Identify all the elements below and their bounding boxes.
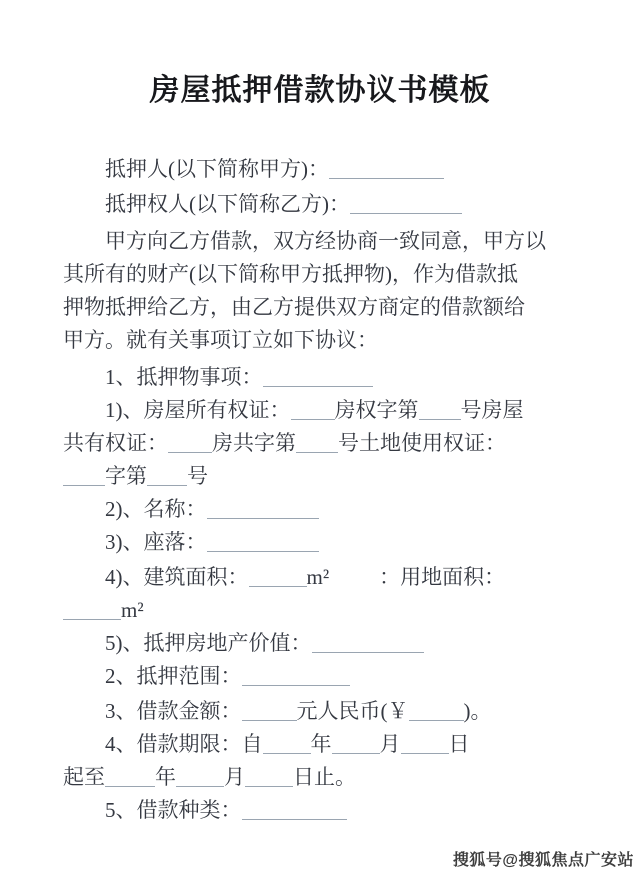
item-4-line-1 (63, 728, 590, 761)
text-run: 4、借款期限：自 (105, 732, 263, 756)
blank-underline-field (332, 735, 380, 754)
blank-underline-field (350, 195, 462, 214)
blank-underline-field (63, 467, 105, 486)
text-run: 月 (224, 765, 245, 789)
text-run: 年 (155, 765, 176, 789)
text-run: 字第 (105, 464, 147, 488)
text-run: 抵押权人(以下简称乙方)： (105, 192, 350, 216)
blank-underline-field (329, 160, 444, 179)
text-run: 1、抵押物事项： (105, 365, 263, 389)
text-run: 号 (187, 464, 208, 488)
blank-underline-field (291, 401, 335, 420)
blank-underline-field (263, 368, 373, 387)
spacer (329, 583, 379, 584)
mortgagor-line (63, 153, 590, 186)
blank-underline-field (176, 768, 224, 787)
text-run: 3)、座落： (105, 530, 207, 554)
text-run: 甲方向乙方借款，双方经协商一致同意，甲方以 (105, 229, 546, 253)
item-2 (63, 660, 590, 693)
blank-underline-field (105, 768, 155, 787)
text-run: 日 (448, 732, 470, 756)
blank-underline-field (207, 533, 319, 552)
text-run: 4)、建筑面积： (105, 565, 249, 589)
text-run: 5、借款种类： (105, 798, 242, 822)
blank-underline-field (242, 702, 297, 721)
item-1-3 (63, 526, 590, 559)
text-run: 1)、房屋所有权证： (105, 398, 291, 422)
item-1-4-line-1 (63, 561, 590, 594)
item-3 (63, 695, 590, 728)
text-run: 2、抵押范围： (105, 664, 242, 688)
preamble-line-3 (63, 291, 590, 324)
document-title: 房屋抵押借款协议书模板 (149, 74, 491, 107)
text-run: 甲方。就有关事项订立如下协议： (63, 328, 378, 352)
text-run: 号房屋 (460, 398, 524, 422)
text-run: 年 (310, 732, 332, 756)
preamble-line-4 (63, 324, 590, 357)
preamble-line-2 (63, 258, 590, 291)
item-1-4-line-2 (63, 594, 590, 627)
blank-underline-field (249, 568, 307, 587)
preamble-line-1 (63, 225, 590, 258)
mortgagee-line (63, 188, 590, 221)
blank-underline-field (63, 601, 121, 620)
item-1-1-line-3 (63, 460, 590, 493)
text-run: 抵押人(以下简称甲方)： (105, 157, 329, 181)
text-run: 5)、抵押房地产价值： (105, 631, 312, 655)
item-1-5 (63, 627, 590, 660)
document-body (63, 153, 590, 827)
sohu-watermark: 搜狐号@搜狐焦点广安站 (452, 852, 634, 869)
text-run: 3、借款金额： (105, 699, 242, 723)
text-run: )。 (463, 699, 492, 723)
text-run: 其所有的财产(以下简称甲方抵押物)，作为借款抵 (63, 262, 518, 286)
item-1-2 (63, 493, 590, 526)
text-run: 押物抵押给乙方，由乙方提供双方商定的借款额给 (63, 295, 525, 319)
blank-underline-field (409, 702, 464, 721)
blank-underline-field (263, 735, 311, 754)
text-run: 号土地使用权证： (338, 431, 506, 455)
item-4-line-2 (63, 761, 590, 794)
text-run: ：用地面积： (379, 565, 506, 589)
blank-underline-field (242, 801, 347, 820)
blank-underline-field (147, 467, 187, 486)
item-1 (63, 361, 590, 394)
blank-underline-field (242, 667, 350, 686)
item-1-1-line-1 (63, 394, 590, 427)
item-5 (63, 794, 590, 827)
text-run: 房共字第 (212, 431, 296, 455)
blank-underline-field (296, 434, 338, 453)
text-run: 元人民币(￥ (296, 699, 409, 723)
text-run: 日止。 (293, 765, 356, 789)
blank-underline-field (401, 735, 449, 754)
text-run: 共有权证： (63, 431, 168, 455)
text-run: 房权字第 (334, 398, 419, 422)
blank-underline-field (168, 434, 212, 453)
item-1-1-line-2 (63, 427, 590, 460)
blank-underline-field (312, 634, 424, 653)
text-run: m² (306, 565, 330, 589)
blank-underline-field (207, 500, 319, 519)
blank-underline-field (419, 401, 461, 420)
text-run: 起至 (63, 765, 105, 789)
text-run: 2)、名称： (105, 497, 207, 521)
blank-underline-field (245, 768, 293, 787)
text-run: m² (121, 598, 144, 622)
text-run: 月 (379, 732, 401, 756)
